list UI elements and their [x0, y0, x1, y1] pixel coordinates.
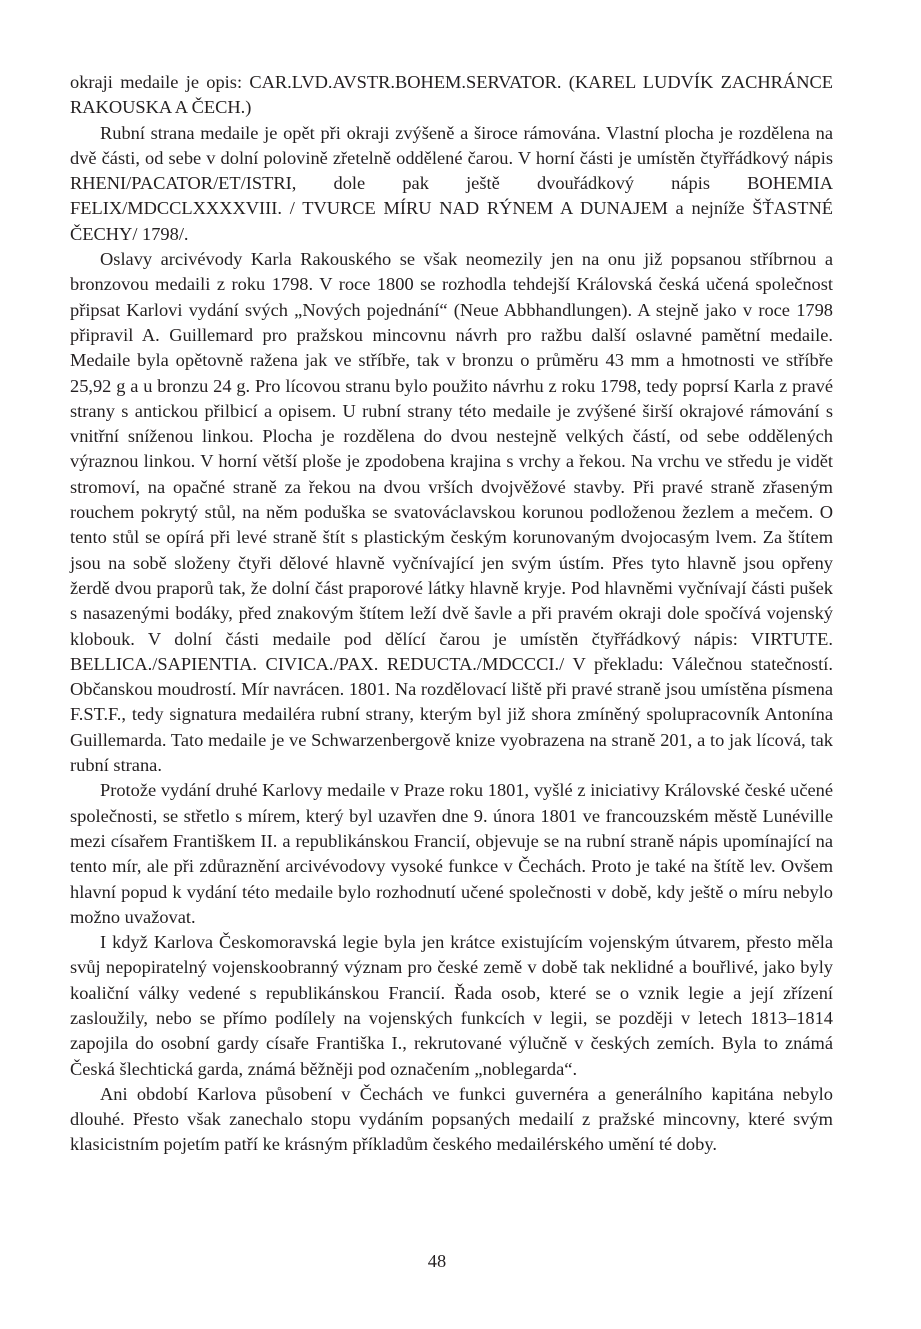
- paragraph-luneville-peace: Protože vydání druhé Karlovy medaile v Praze roku 1801, vyšlé z iniciativy Královské české učené společnosti, se střetlo s mírem, který byl uzavřen dne 9. února 1801 ve francouzském městě Lunéville mezi císařem Františkem II. a republikánskou Francií, objevuje se na rubní straně nápis upomínající na tento mír, ale při zdůraznění arcivévodovy vysoké funkce v Čechách. Proto je také na štítě lev. Ovšem hlavní popud k vydání této medaile bylo rozhodnutí učené společnosti v době, kdy ještě o míru nebylo možno uvažovat.: [70, 780, 833, 927]
- paragraph-reverse-side: Rubní strana medaile je opět při okraji zvýšeně a široce rámována. Vlastní plocha je rozdělena na dvě části, od sebe v dolní polovině zřetelně oddělené čarou. V horní části je umístěn čtyřřádkový nápis RHENI/PACATOR/ET/ISTRI, dole pak ještě dvouřádkový nápis BOHEMIA FELIX/MDCCLXXXXVIII. / TVURCE MÍRU NAD RÝNEM A DUNAJEM a nejníže ŠŤASTNÉ ČECHY/ 1798/.: [70, 122, 833, 244]
- page-number: 48: [427, 1251, 447, 1271]
- paragraph-second-medal: Oslavy arcivévody Karla Rakouského se však neomezily jen na onu již popsanou stříbrnou a bronzovou medaili z roku 1798. V roce 1800 se rozhodla tehdejší Královská česká učená společnost připsat Karlovi vydání svých „Nových pojednání“ (Neue Abbhandlungen). A stejně jako v roce 1798 připravil A. Guillemard pro pražskou mincovnu návrh pro ražbu další oslavné pamětní medaile. Medaile byla opětovně ražena jak ve stříbře, tak v bronzu o průměru 43 mm a hmotnosti ve stříbře 25,92 g a u bronzu 24 g. Pro lícovou stranu bylo použito návrhu z roku 1798, tedy poprsí Karla z pravé strany s antickou přilbicí a opisem. U rubní strany této medaile je zvýšené širší okrajové rámování s vnitřní sníženou linkou. Plocha je rozdělena do dvou nestejně velkých částí, od sebe oddělených výraznou linkou. V horní větší ploše je zpodobena krajina s vrchy a řekou. Na vrchu ve středu je vidět stromoví, na opačné straně za řekou na dvou vrších dvojvěžové stavby. Při pravé straně zřaseným rouchem pokrytý stůl, na něm poduška se svatováclavskou korunou podloženou žezlem a mečem. O tento stůl se opírá při levé straně štít s plastickým českým korunovaným dvojocasým lvem. Za štítem jsou na sobě složeny čtyři dělové hlavně vyčnívající jen svým ústím. Přes tyto hlavně jsou opřeny žerdě dvou praporů tak, že dolní část praporové látky hlavně kryje. Pod hlavněmi vyčnívají části pušek s nasazenými bodáky, před znakovým štítem leží dvě šavle a při pravém okraji dole spočívá vojenský klobouk. V dolní části medaile pod dělící čarou je umístěn čtyřřádkový nápis: VIRTUTE. BELLICA./SAPIENTIA. CIVICA./PAX. REDUCTA./MDCCCI./ V překladu: Válečnou statečností. Občanskou moudrostí. Mír navrácen. 1801. Na rozdělovací liště při pravé straně jsou umístěna písmena F.ST.F., tedy signatura medailéra rubní strany, kterým byl již shora zmíněný spolupracovník Antonína Guillemarda. Tato medaile je ve Schwarzenbergově knize vyobrazena na straně 201, a to jak lícová, tak rubní strana.: [70, 249, 834, 776]
- page-body: [70, 70, 833, 1158]
- paragraph-medal-inscription: okraji medaile je opis: CAR.LVD.AVSTR.BOHEM.SERVATOR. (KAREL LUDVÍK ZACHRÁNCE RAKOUSKA A ČECH.): [70, 72, 833, 118]
- paragraph-conclusion: Ani období Karlova působení v Čechách ve funkci guvernéra a generálního kapitána nebylo dlouhé. Přesto však zanechalo stopu vydáním popsaných medailí z pražské mincovny, které svým klasicistním pojetím patří ke krásným příkladům českého medailérského umění té doby.: [70, 1083, 833, 1155]
- paragraph-legion: I když Karlova Českomoravská legie byla jen krátce existujícím vojenským útvarem, přesto měla svůj nepopiratelný vojenskoobranný význam pro české země v době tak neklidné a bouřlivé, jako byly koaliční války vedené s republikánskou Francií. Řada osob, které se o vznik legie a její zřízení zasloužily, nebo se přímo podílely na vojenských funkcích v legii, se později v letech 1813–1814 zapojila do osobní gardy císaře Františka I., rekrutované výlučně v českých zemích. Byla to známá Česká šlechtická garda, známá běžněji pod označením „noblegarda“.: [70, 932, 833, 1079]
